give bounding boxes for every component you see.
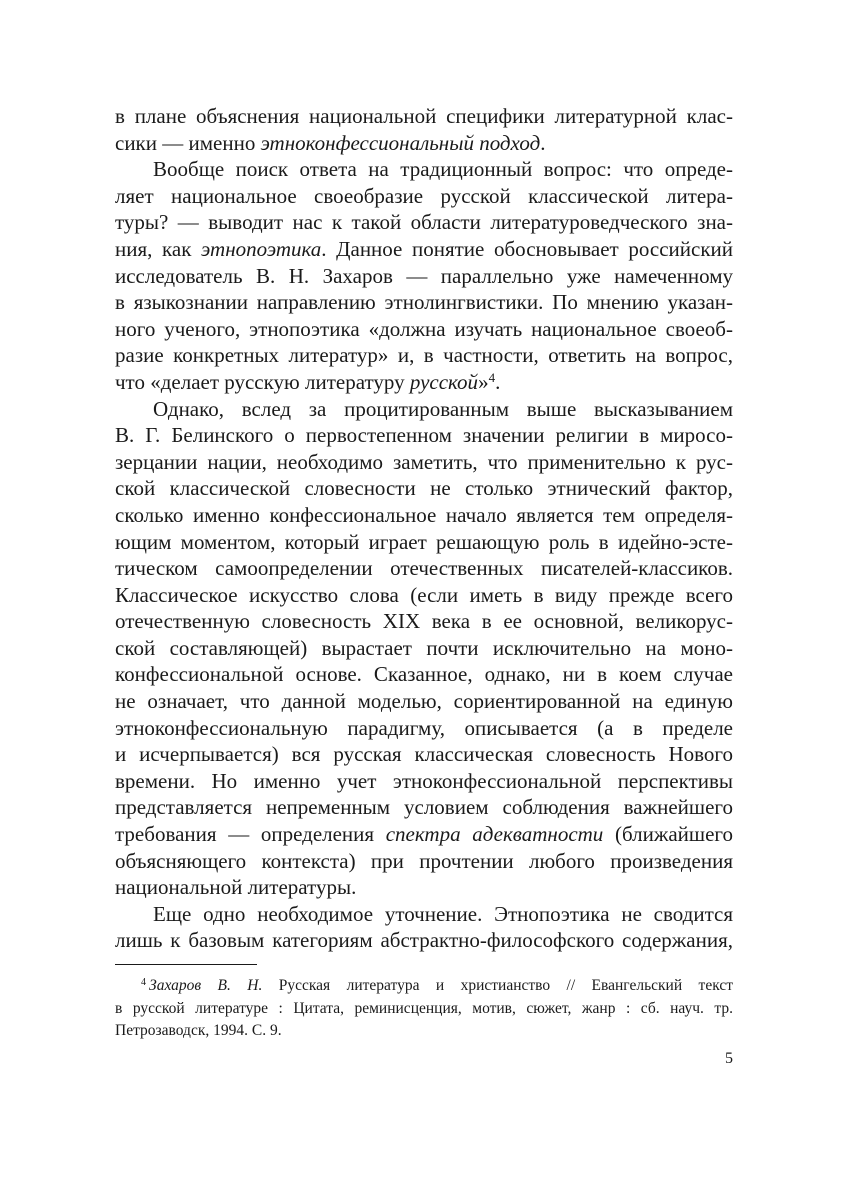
text-line: национальной литературы. (115, 875, 357, 900)
text-line: ющим моментом, который играет решающую роль в идейно-эсте- (115, 529, 733, 554)
text-line: тическом самоопределении отечественных писателей-классиков. (115, 556, 733, 581)
text-line: ской составляющей) вырастает почти исключительно на моно- (115, 635, 733, 660)
italic-text: этноконфессиональный подход (260, 130, 541, 155)
text-line: отечественную словесность XIX века в ее основной, великорус- (115, 609, 733, 634)
footnote-separator (115, 964, 257, 965)
italic-text: русской (409, 369, 479, 394)
footnote-line: в русской литературе : Цитата, реминисценция, мотив, сюжет, жанр : сб. науч. тр. (115, 999, 733, 1017)
text-line: сколько именно конфессиональное начало является тем определя- (115, 502, 733, 527)
text-line: ного ученого, этнопоэтика «должна изучать национальное своеоб- (115, 316, 733, 341)
italic-text: спектра адекватности (385, 822, 604, 847)
footnote (115, 975, 733, 1043)
page-number: 5 (725, 1050, 733, 1067)
text-line: ния, как этнопоэтика. Данное понятие обосновывает российский (115, 236, 733, 261)
footnote-line: $^4$ Захаров В. Н. Русская литература и христианство // Евангельский текст (141, 976, 733, 994)
footnote-reference: 4 (488, 369, 496, 385)
text-line: в плане объяснения национальной специфики литературной клас- (115, 104, 733, 128)
text-line: в языкознании направлению этнолингвистики. По мнению указан- (115, 290, 733, 315)
text-line: представляется непременным условием соблюдения важнейшего (115, 795, 733, 820)
body-text (115, 103, 733, 954)
text-line: зерцании нации, необходимо заметить, что применительно к рус- (115, 449, 733, 474)
text-line: В. Г. Белинского о первостепенном значении религии в миросо- (115, 423, 733, 448)
text-line: Еще одно необходимое уточнение. Этнопоэтика не сводится (153, 901, 733, 926)
text-line: ляет национальное своеобразие русской классической литера- (115, 183, 733, 208)
text-line: ской классической словесности не столько этнический фактор, (115, 476, 733, 501)
text-line: исследователь В. Н. Захаров — параллельно уже намеченному (115, 263, 733, 288)
italic-text: этнопоэтика (201, 236, 322, 261)
text-line: лишь к базовым категориям абстрактно-философского содержания, (115, 928, 733, 953)
text-line: конфессиональной основе. Сказанное, однако, ни в коем случае (115, 662, 733, 687)
footnote-line: Петрозаводск, 1994. С. 9. (115, 1022, 282, 1040)
text-line: этноконфессиональную парадигму, описывается (а в пределе (115, 715, 733, 740)
text-line: не означает, что данной моделью, сориентированной на единую (115, 689, 733, 714)
text-line: Классическое искусство слова (если иметь в виду прежде всего (115, 582, 733, 607)
italic-text: Захаров В. Н. (149, 977, 263, 994)
footnote-marker: 4 (141, 976, 147, 988)
text-line: сики — именно этноконфессиональный подход. (115, 130, 546, 155)
text-line: требования — определения спектра адекватности (ближайшего (115, 822, 733, 847)
text-line: Однако, вслед за процитированным выше высказыванием (153, 396, 733, 421)
text-line: туры? — выводит нас к такой области литературоведческого зна- (115, 210, 733, 235)
text-line: объясняющего контекста) при прочтении любого произведения (115, 848, 733, 873)
text-line: что «делает русскую литературу русской»$^4$. (115, 369, 501, 394)
text-line: времени. Но именно учет этноконфессиональной перспективы (115, 768, 733, 793)
text-line: и исчерпывается) вся русская классическая словесность Нового (115, 742, 733, 767)
text-line: разие конкретных литератур» и, в частности, ответить на вопрос, (115, 343, 733, 368)
text-line: Вообще поиск ответа на традиционный вопрос: что опреде- (153, 157, 733, 182)
